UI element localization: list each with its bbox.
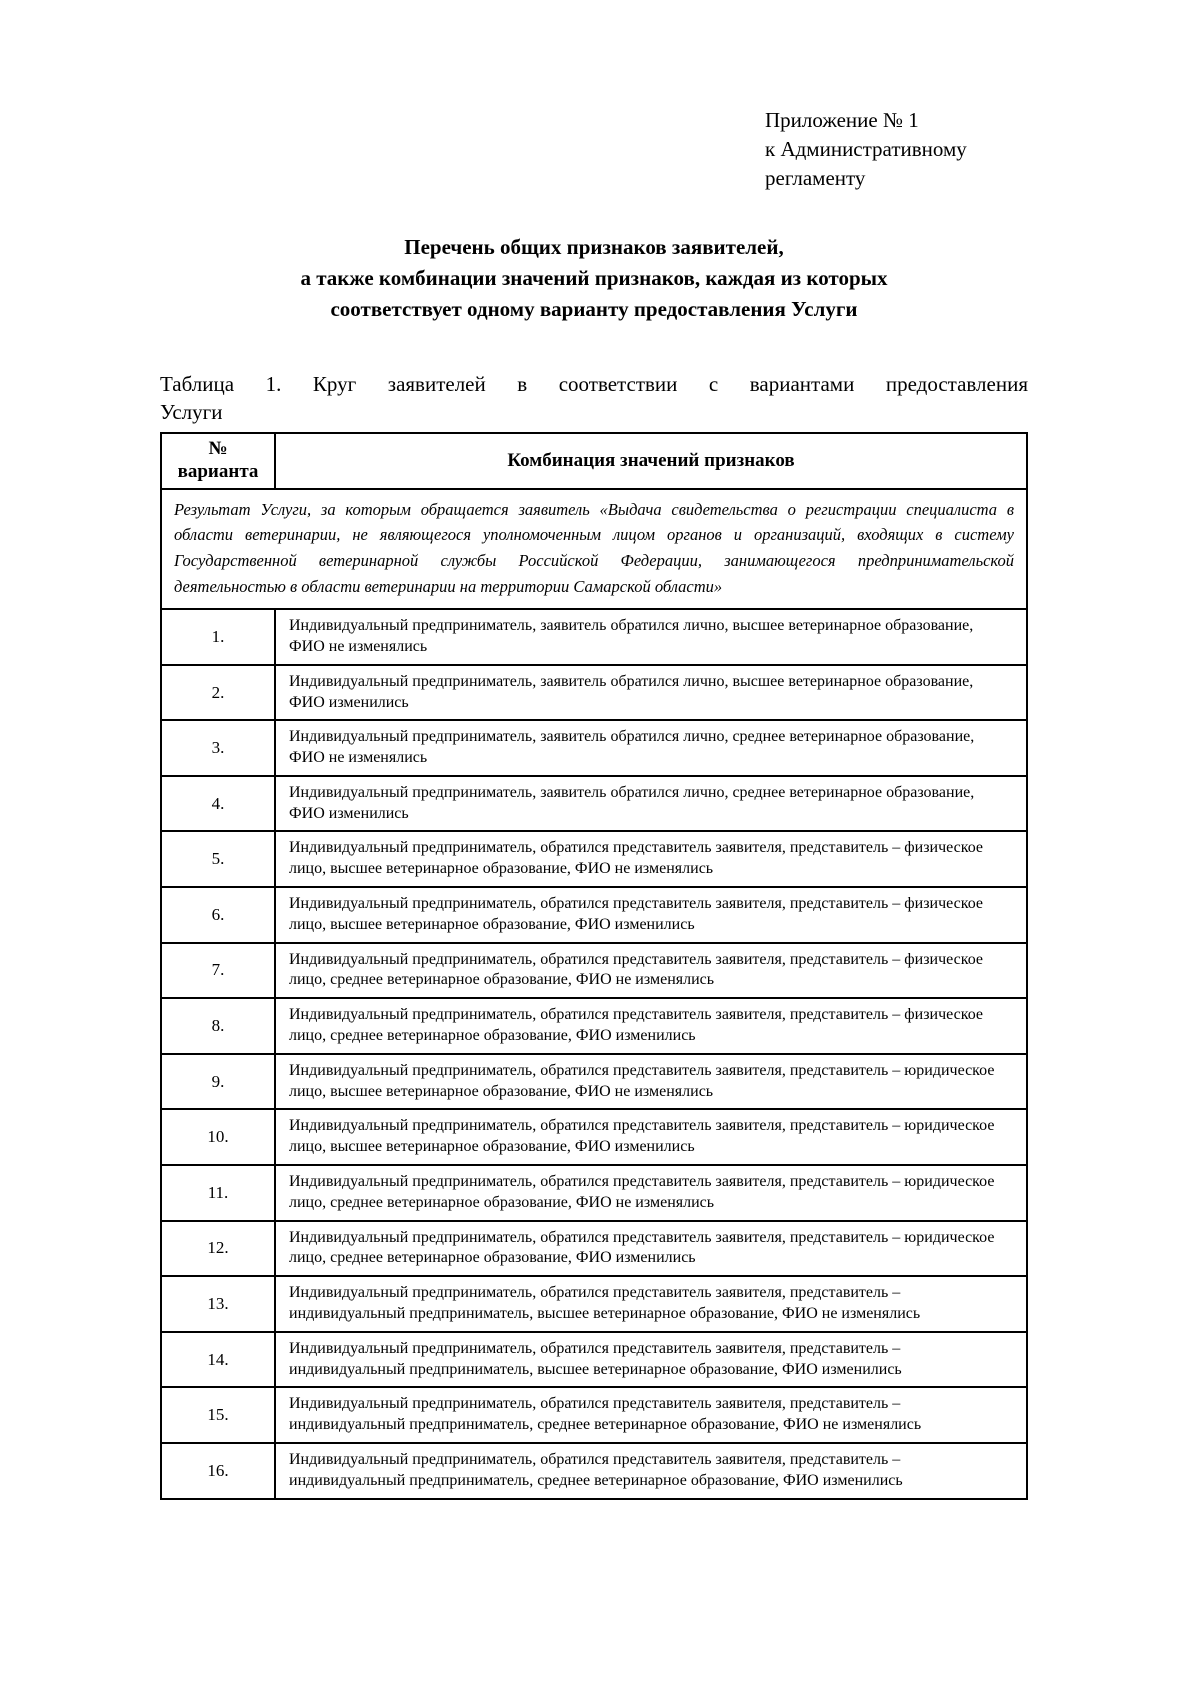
variant-number: 8.: [161, 998, 275, 1054]
variant-combination: Индивидуальный предприниматель, заявитель обратился лично, среднее ветеринарное образование, ФИО не изменялись: [275, 720, 1027, 776]
title-line-2: а также комбинации значений признаков, каждая из которых: [300, 265, 888, 290]
caption-line-1: Таблица 1. Круг заявителей в соответствии с вариантами предоставления: [160, 371, 1028, 396]
variant-combination: Индивидуальный предприниматель, обратился представитель заявителя, представитель – юридическое лицо, среднее ветеринарное образование, ФИО изменились: [275, 1221, 1027, 1277]
table-row: [161, 998, 1027, 1054]
table-row: [161, 1276, 1027, 1332]
variant-combination: Индивидуальный предприниматель, обратился представитель заявителя, представитель – физическое лицо, среднее ветеринарное образование, ФИО изменились: [275, 998, 1027, 1054]
variants-table: [160, 432, 1028, 1499]
variant-combination: Индивидуальный предприниматель, обратился представитель заявителя, представитель – индивидуальный предприниматель, высшее ветеринарное образование, ФИО не изменялись: [275, 1276, 1027, 1332]
variant-number: 13.: [161, 1276, 275, 1332]
variant-number: 11.: [161, 1165, 275, 1221]
table-row: [161, 1332, 1027, 1388]
variant-combination: Индивидуальный предприниматель, обратился представитель заявителя, представитель – индивидуальный предприниматель, среднее ветеринарное образование, ФИО не изменялись: [275, 1387, 1027, 1443]
variant-number: 16.: [161, 1443, 275, 1499]
table-row: [161, 1109, 1027, 1165]
document-title: [160, 232, 1028, 325]
caption-line-2: Услуги: [160, 399, 223, 424]
variant-number: 12.: [161, 1221, 275, 1277]
variant-combination: Индивидуальный предприниматель, обратился представитель заявителя, представитель – юридическое лицо, высшее ветеринарное образование, ФИО изменились: [275, 1109, 1027, 1165]
variant-number: 3.: [161, 720, 275, 776]
title-line-1: Перечень общих признаков заявителей,: [404, 235, 784, 259]
variant-rows-body: [161, 609, 1027, 1499]
result-note-row: [161, 489, 1027, 609]
appendix-line-2: к Административному: [765, 136, 967, 161]
variant-number: 6.: [161, 887, 275, 943]
table-row: [161, 609, 1027, 665]
variant-number: 5.: [161, 831, 275, 887]
variant-number: 7.: [161, 943, 275, 999]
table-row: [161, 887, 1027, 943]
variant-number: 9.: [161, 1054, 275, 1110]
variant-number: 14.: [161, 1332, 275, 1388]
table-row: [161, 831, 1027, 887]
table-row: [161, 720, 1027, 776]
variant-combination: Индивидуальный предприниматель, обратился представитель заявителя, представитель – юридическое лицо, высшее ветеринарное образование, ФИО не изменялись: [275, 1054, 1027, 1110]
table-caption: [160, 370, 1028, 427]
title-line-3: соответствует одному варианту предоставления Услуги: [330, 296, 858, 321]
variant-combination: Индивидуальный предприниматель, заявитель обратился лично, высшее ветеринарное образование, ФИО изменились: [275, 665, 1027, 721]
table-row: [161, 1387, 1027, 1443]
variant-combination: Индивидуальный предприниматель, обратился представитель заявителя, представитель – физическое лицо, высшее ветеринарное образование, ФИО изменились: [275, 887, 1027, 943]
variant-combination: Индивидуальный предприниматель, обратился представитель заявителя, представитель – индивидуальный предприниматель, среднее ветеринарное образование, ФИО изменились: [275, 1443, 1027, 1499]
table-row: [161, 1443, 1027, 1499]
table-row: [161, 1054, 1027, 1110]
variant-combination: Индивидуальный предприниматель, обратился представитель заявителя, представитель – физическое лицо, среднее ветеринарное образование, ФИО не изменялись: [275, 943, 1027, 999]
variant-combination: Индивидуальный предприниматель, обратился представитель заявителя, представитель – индивидуальный предприниматель, высшее ветеринарное образование, ФИО изменились: [275, 1332, 1027, 1388]
document-content: [160, 0, 1028, 1500]
variant-number: 15.: [161, 1387, 275, 1443]
variant-number: 2.: [161, 665, 275, 721]
appendix-line-3: регламенту: [765, 165, 866, 190]
result-note: Результат Услуги, за которым обращается заявитель «Выдача свидетельства о регистрации специалиста в области ветеринарии, не являющегося уполномоченным лицом органов и организаций, входящих в систему Государственной ветеринарной службы Российской Федерации, занимающегося предпринимательской деятельностью в области ветеринарии на территории Самарской области»: [161, 489, 1027, 609]
header-variant-number: № варианта: [161, 433, 275, 489]
table-row: [161, 943, 1027, 999]
variant-number: 10.: [161, 1109, 275, 1165]
table-row: [161, 1221, 1027, 1277]
variant-number: 1.: [161, 609, 275, 665]
variant-combination: Индивидуальный предприниматель, обратился представитель заявителя, представитель – физическое лицо, высшее ветеринарное образование, ФИО не изменялись: [275, 831, 1027, 887]
table-header-row: [161, 433, 1027, 489]
appendix-line-1: Приложение № 1: [765, 108, 919, 132]
variant-combination: Индивидуальный предприниматель, заявитель обратился лично, высшее ветеринарное образование, ФИО не изменялись: [275, 609, 1027, 665]
variant-number: 4.: [161, 776, 275, 832]
header-combination: Комбинация значений признаков: [275, 433, 1027, 489]
table-row: [161, 776, 1027, 832]
table-row: [161, 1165, 1027, 1221]
table-row: [161, 665, 1027, 721]
variant-combination: Индивидуальный предприниматель, обратился представитель заявителя, представитель – юридическое лицо, среднее ветеринарное образование, ФИО не изменялись: [275, 1165, 1027, 1221]
variant-combination: Индивидуальный предприниматель, заявитель обратился лично, среднее ветеринарное образование, ФИО изменились: [275, 776, 1027, 832]
